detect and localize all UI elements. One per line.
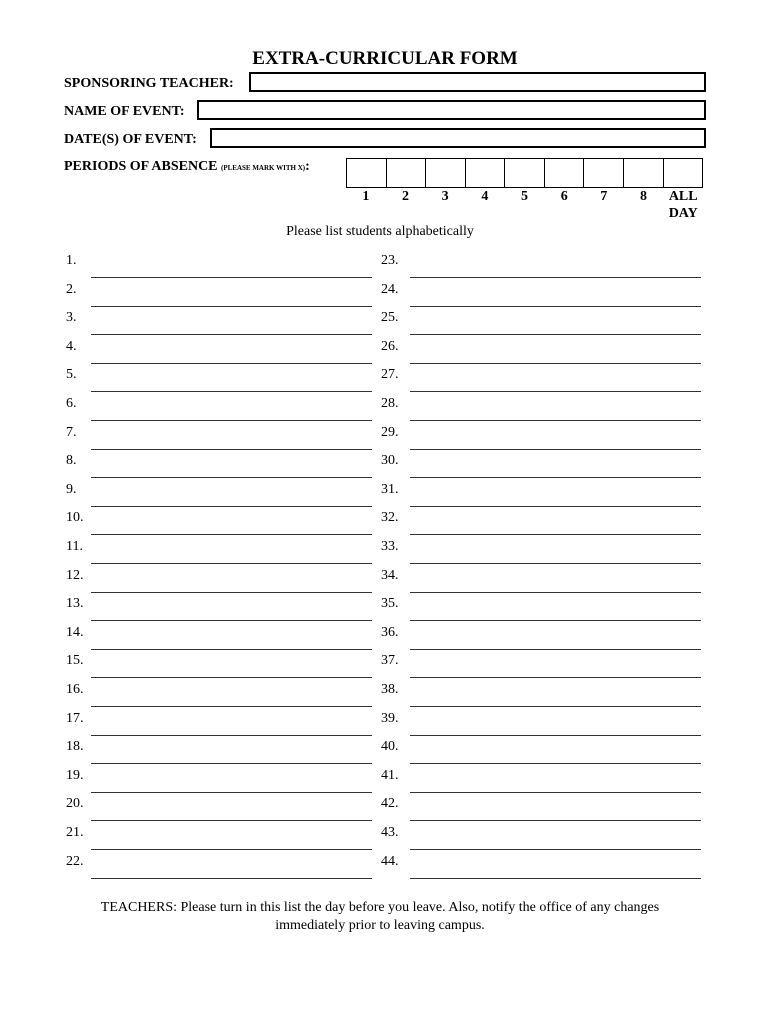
- row-number: 6.: [66, 396, 77, 411]
- student-row: [0, 336, 770, 365]
- row-number: 23.: [381, 253, 399, 268]
- row-number: 3.: [66, 310, 77, 326]
- row-number: 13.: [66, 596, 84, 612]
- student-row: [0, 793, 770, 822]
- row-number: 26.: [381, 338, 399, 354]
- row-number: 2.: [66, 281, 77, 297]
- period-label: ALL DAY: [668, 189, 698, 221]
- row-number: 36.: [381, 624, 399, 640]
- period-label: 4: [481, 189, 489, 204]
- row-number: 37.: [381, 653, 399, 669]
- student-name-line[interactable]: [91, 878, 372, 879]
- row-number: 22.: [66, 853, 84, 869]
- periods-colon: :: [305, 159, 310, 174]
- row-number: 16.: [66, 682, 84, 697]
- row-number: 30.: [381, 453, 399, 469]
- row-number: 4.: [66, 338, 77, 354]
- period-checkbox-6[interactable]: [545, 159, 585, 187]
- student-row: [0, 565, 770, 594]
- row-number: 29.: [381, 424, 399, 440]
- period-checkbox-9[interactable]: [664, 159, 703, 187]
- list-instructions: Please list students alphabetically: [286, 224, 474, 239]
- student-row: [0, 507, 770, 536]
- period-label: 6: [560, 189, 568, 204]
- row-number: 8.: [66, 453, 77, 469]
- student-row: [0, 450, 770, 479]
- student-row: [0, 650, 770, 679]
- student-row: [0, 364, 770, 393]
- row-number: 39.: [381, 710, 399, 726]
- student-row: [0, 622, 770, 651]
- name-of-event-label: NAME OF EVENT:: [64, 104, 185, 119]
- row-number: 24.: [381, 281, 399, 297]
- period-checkbox-2[interactable]: [387, 159, 427, 187]
- sponsoring-teacher-label: SPONSORING TEACHER:: [64, 76, 234, 91]
- row-number: 32.: [381, 510, 399, 526]
- row-number: 35.: [381, 596, 399, 612]
- student-row: [0, 479, 770, 508]
- row-number: 11.: [66, 539, 83, 554]
- row-number: 18.: [66, 739, 84, 755]
- period-checkbox-1[interactable]: [347, 159, 387, 187]
- row-number: 10.: [66, 510, 84, 526]
- period-label: 3: [441, 189, 449, 204]
- name-of-event-field[interactable]: [197, 100, 706, 120]
- period-checkbox-8[interactable]: [624, 159, 664, 187]
- student-row: [0, 307, 770, 336]
- row-number: 12.: [66, 567, 84, 583]
- periods-grid: [346, 158, 703, 188]
- student-row: [0, 822, 770, 851]
- period-label: 8: [640, 189, 648, 204]
- student-row: [0, 279, 770, 308]
- period-checkbox-7[interactable]: [584, 159, 624, 187]
- period-label: 1: [362, 189, 370, 204]
- row-number: 28.: [381, 396, 399, 411]
- period-checkbox-4[interactable]: [466, 159, 506, 187]
- student-row: [0, 679, 770, 708]
- footer-line-1: TEACHERS: Please turn in this list the day before you leave. Also, notify the office of any changes: [100, 900, 660, 915]
- student-row: [0, 851, 770, 880]
- row-number: 44.: [381, 853, 399, 869]
- row-number: 20.: [66, 796, 84, 812]
- row-number: 5.: [66, 367, 77, 383]
- form-title: EXTRA-CURRICULAR FORM: [252, 48, 518, 69]
- period-label: 5: [521, 189, 529, 204]
- row-number: 38.: [381, 682, 399, 697]
- periods-of-absence-label: [64, 159, 310, 175]
- row-number: 34.: [381, 567, 399, 583]
- row-number: 21.: [66, 825, 84, 840]
- period-label: 7: [600, 189, 608, 204]
- student-name-line[interactable]: [410, 878, 701, 879]
- row-number: 25.: [381, 310, 399, 326]
- period-checkbox-5[interactable]: [505, 159, 545, 187]
- periods-label-text: PERIODS OF ABSENCE: [64, 159, 218, 174]
- row-number: 27.: [381, 367, 399, 383]
- student-row: [0, 250, 770, 279]
- footer-line-2: immediately prior to leaving campus.: [275, 918, 485, 933]
- sponsoring-teacher-field[interactable]: [249, 72, 706, 92]
- row-number: 41.: [381, 767, 399, 783]
- dates-of-event-label: DATE(S) OF EVENT:: [64, 132, 197, 147]
- footer-note: [0, 899, 760, 935]
- row-number: 40.: [381, 739, 399, 755]
- row-number: 7.: [66, 424, 77, 440]
- student-row: [0, 765, 770, 794]
- row-number: 42.: [381, 796, 399, 812]
- period-checkbox-3[interactable]: [426, 159, 466, 187]
- period-label: 2: [402, 189, 409, 204]
- dates-of-event-field[interactable]: [210, 128, 706, 148]
- student-row: [0, 593, 770, 622]
- row-number: 43.: [381, 825, 399, 840]
- periods-note: (PLEASE MARK WITH X): [221, 164, 306, 172]
- row-number: 9.: [66, 481, 77, 497]
- row-number: 14.: [66, 624, 84, 640]
- student-row: [0, 708, 770, 737]
- student-row: [0, 736, 770, 765]
- periods-labels: [346, 188, 703, 222]
- row-number: 1.: [66, 253, 77, 268]
- row-number: 31.: [381, 481, 399, 497]
- row-number: 15.: [66, 653, 84, 669]
- row-number: 33.: [381, 539, 399, 554]
- student-row: [0, 393, 770, 422]
- row-number: 19.: [66, 767, 84, 783]
- student-row: [0, 536, 770, 565]
- student-row: [0, 422, 770, 451]
- row-number: 17.: [66, 710, 84, 726]
